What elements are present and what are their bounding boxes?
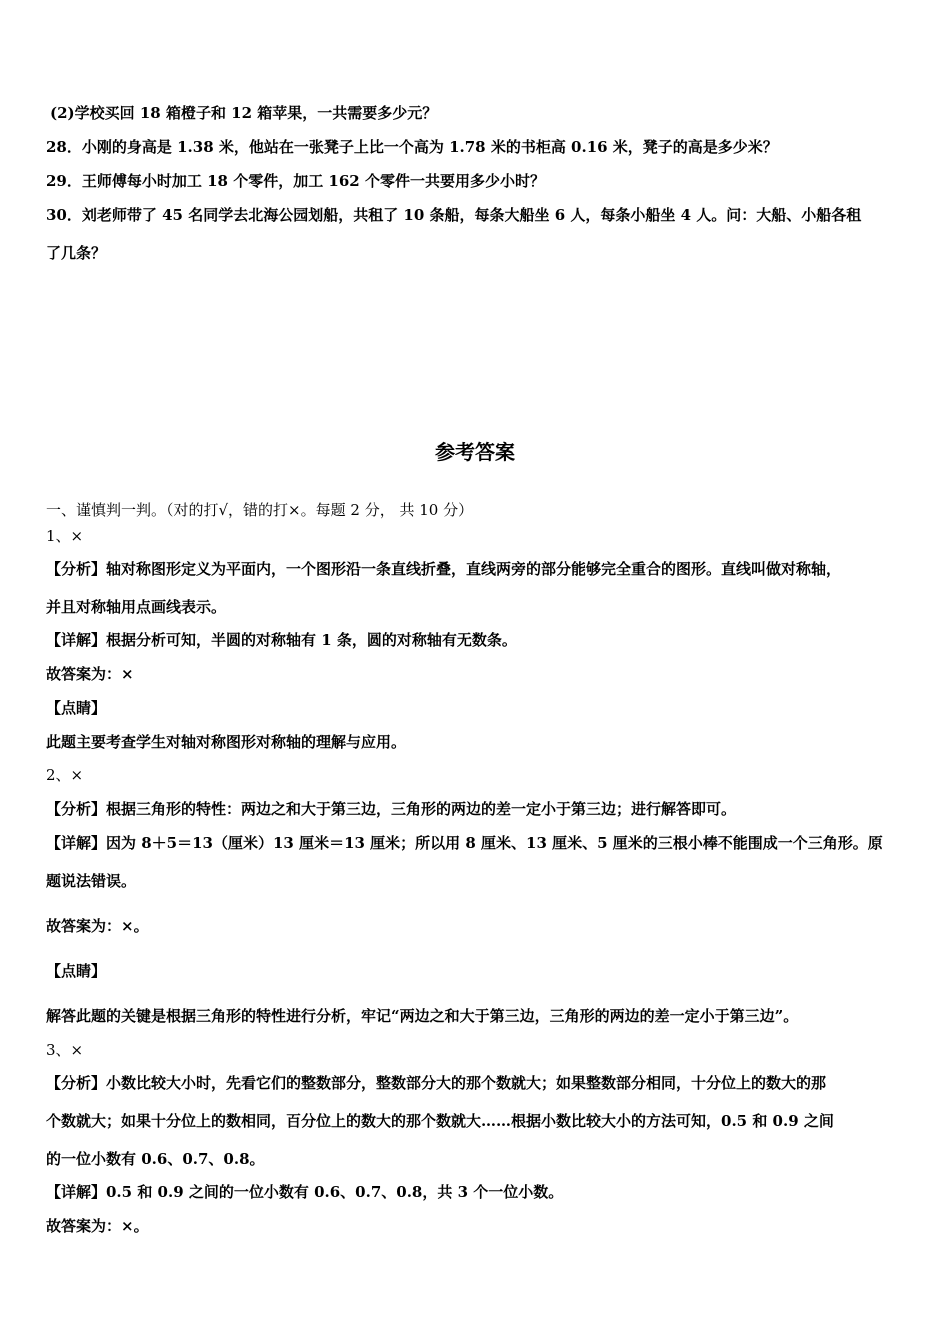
answer-1-detail: 【详解】根据分析可知，半圆的对称轴有 1 条，圆的对称轴有无数条。	[46, 631, 517, 649]
answer-2-conclusion: 故答案为：×。	[46, 917, 149, 935]
answer-2-analysis: 【分析】根据三角形的特性：两边之和大于第三边，三角形的两边的差一定小于第三边；进行解答即可。	[46, 800, 737, 818]
answer-3-analysis-line2: 个数就大；如果十分位上的数相同，百分位上的数大的那个数就大……根据小数比较大小的方法可知，0.5 和 0.9 之间	[46, 1112, 834, 1130]
answers-title: 参考答案	[435, 440, 515, 464]
answer-2-point-text: 解答此题的关键是根据三角形的特性进行分析，牢记“两边之和大于第三边，三角形的两边的差一定小于第三边”。	[46, 1007, 799, 1025]
question-29: 29．王师傅每小时加工 18 个零件，加工 162 个零件一共要用多少小时？	[46, 172, 545, 190]
question-28: 28．小刚的身高是 1.38 米，他站在一张凳子上比一个高为 1.78 米的书柜高 0.16 米，凳子的高是多少米？	[46, 138, 778, 156]
answer-1-point-label: 【点睛】	[46, 699, 107, 717]
answer-2-point-label: 【点睛】	[46, 962, 107, 980]
answer-2-detail-line2: 题说法错误。	[46, 872, 137, 890]
answer-1-conclusion: 故答案为：×	[46, 665, 134, 683]
answer-3-conclusion: 故答案为：×。	[46, 1217, 149, 1235]
answer-3-head: 3、×	[46, 1041, 84, 1059]
answer-2-head: 2、×	[46, 766, 84, 784]
answer-2-detail-line1: 【详解】因为 8＋5＝13（厘米）13 厘米＝13 厘米；所以用 8 厘米、13 厘米、5 厘米的三根小棒不能围成一个三角形。原	[46, 834, 883, 852]
question-30-line1: 30．刘老师带了 45 名同学去北海公园划船，共租了 10 条船，每条大船坐 6 人，每条小船坐 4 人。问：大船、小船各租	[46, 206, 862, 224]
answer-1-head: 1、×	[46, 527, 84, 545]
answer-1-analysis-line1: 【分析】轴对称图形定义为平面内，一个图形沿一条直线折叠，直线两旁的部分能够完全重合的图形。直线叫做对称轴，	[46, 560, 842, 578]
answer-3-analysis-line3: 的一位小数有 0.6、0.7、0.8。	[46, 1150, 265, 1168]
question-30-line2: 了几条？	[46, 244, 107, 262]
answer-3-analysis-line1: 【分析】小数比较大小时，先看它们的整数部分，整数部分大的那个数就大；如果整数部分相同，十分位上的数大的那	[46, 1074, 827, 1092]
answer-1-point-text: 此题主要考查学生对轴对称图形对称轴的理解与应用。	[46, 733, 407, 751]
answer-1-analysis-line2: 并且对称轴用点画线表示。	[46, 598, 227, 616]
answer-3-detail: 【详解】0.5 和 0.9 之间的一位小数有 0.6、0.7、0.8，共 3 个一位小数。	[46, 1183, 564, 1201]
section1-heading: 一、谨慎判一判。（对的打√，错的打×。每题 2 分， 共 10 分）	[46, 501, 474, 519]
question-27-part2: (2)学校买回 18 箱橙子和 12 箱苹果，一共需要多少元？	[50, 104, 438, 122]
